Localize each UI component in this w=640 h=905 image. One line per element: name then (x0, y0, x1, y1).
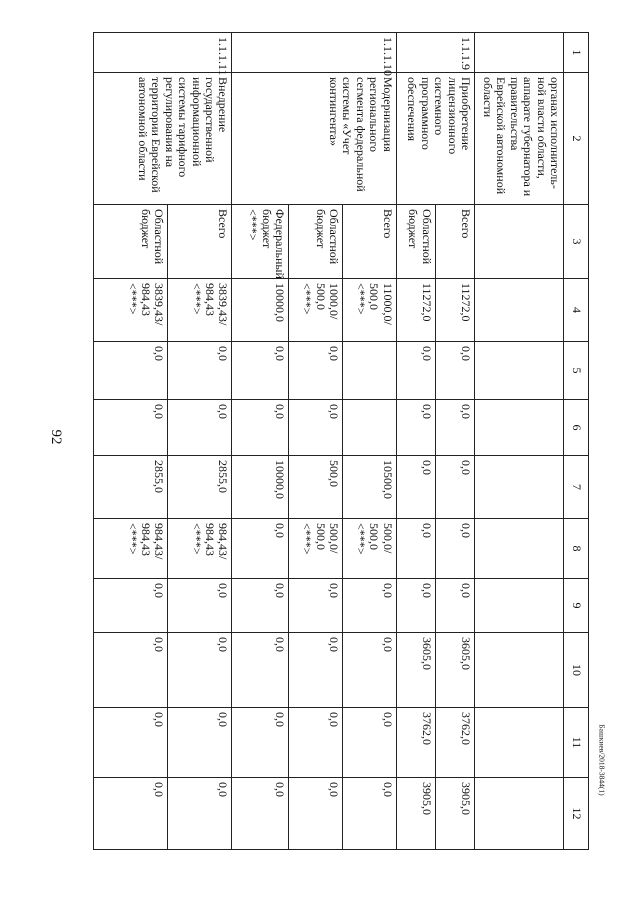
value-cell: 984,43/ 984,43 <***> (94, 518, 168, 578)
value-cell: 0,0 (168, 777, 232, 849)
source-cell: Областной бюджет (94, 204, 168, 278)
cell (475, 204, 564, 278)
header-cell: 3 (564, 204, 589, 278)
header-cell: 5 (564, 341, 589, 399)
page-number: 92 (48, 429, 64, 445)
value-cell: 3605,0 (396, 632, 435, 707)
header-cell: 1 (564, 32, 589, 72)
value-cell: 0,0 (94, 632, 168, 707)
table-row-continuation (475, 32, 564, 849)
value-cell: 0,0 (342, 632, 396, 707)
value-cell: 0,0 (289, 399, 343, 455)
value-cell: 0,0 (94, 341, 168, 399)
value-cell: 11000,0/ 500,0 <***> (342, 278, 396, 341)
value-cell: 3762,0 (435, 707, 474, 777)
header-cell: 4 (564, 278, 589, 341)
value-cell: 3839,43/ 984,43 <***> (168, 278, 232, 341)
value-cell: 500,0 (289, 455, 343, 518)
value-cell: 2855,0 (94, 455, 168, 518)
value-cell: 0,0 (232, 777, 289, 849)
cell (475, 578, 564, 632)
source-cell: Областной бюджет (396, 204, 435, 278)
value-cell (342, 399, 396, 455)
value-cell: 10000,0 (232, 278, 289, 341)
header-row (564, 32, 589, 849)
cell (475, 518, 564, 578)
header-cell: 7 (564, 455, 589, 518)
value-cell: 984,43/ 984,43 <***> (168, 518, 232, 578)
value-cell: 3605,0 (435, 632, 474, 707)
value-cell: 0,0 (396, 341, 435, 399)
value-cell: 0,0 (232, 632, 289, 707)
value-cell: 0,0 (396, 578, 435, 632)
value-cell: 0,0 (435, 341, 474, 399)
item-name: Внедрение государственной информационной системы тарифного регулирования на территории Еврейской автономной области (94, 72, 232, 204)
table-row (342, 32, 396, 849)
header-cell: 12 (564, 777, 589, 849)
value-cell: 0,0 (94, 707, 168, 777)
value-cell: 0,0 (435, 455, 474, 518)
header-cell: 9 (564, 578, 589, 632)
value-cell: 500,0/ 500,0 <***> (289, 518, 343, 578)
value-cell: 10500,0 (342, 455, 396, 518)
value-cell: 0,0 (94, 578, 168, 632)
value-cell: 0,0 (289, 707, 343, 777)
value-cell: 0,0 (289, 578, 343, 632)
cell (475, 399, 564, 455)
value-cell: 0,0 (168, 578, 232, 632)
value-cell: 0,0 (435, 399, 474, 455)
value-cell: 0,0 (342, 707, 396, 777)
source-cell: Всего (342, 204, 396, 278)
value-cell: 3839,43/ 984,43 <***> (94, 278, 168, 341)
budget-table (93, 32, 589, 850)
source-cell: Всего (168, 204, 232, 278)
item-name: Приобретение лицензионного системного программного обеспечения (396, 72, 475, 204)
table-row (168, 32, 232, 849)
value-cell: 0,0 (396, 518, 435, 578)
item-name: Модернизация регионального сегмента федеральной системы «Учет контингента» (232, 72, 396, 204)
cell (475, 278, 564, 341)
value-cell: 11272,0 (435, 278, 474, 341)
source-cell: Федеральный бюджет <***> (232, 204, 289, 278)
item-number: 1.1.1.11 (94, 32, 232, 72)
value-cell: 0,0 (94, 777, 168, 849)
value-cell: 0,0 (435, 518, 474, 578)
header-cell: 8 (564, 518, 589, 578)
item-number: 1.1.1.9 (396, 32, 475, 72)
value-cell: 0,0 (396, 455, 435, 518)
cont-name-cell: органах исполнитель-ной власти области, аппарате губернатора и правительства Еврейской автономной области (475, 72, 564, 204)
source-cell: Всего (435, 204, 474, 278)
value-cell: 3762,0 (396, 707, 435, 777)
value-cell: 0,0 (435, 578, 474, 632)
value-cell: 0,0 (342, 777, 396, 849)
value-cell: 0,0 (289, 777, 343, 849)
header-cell: 6 (564, 399, 589, 455)
value-cell: 3905,0 (435, 777, 474, 849)
value-cell: 1000,0/ 500,0 <***> (289, 278, 343, 341)
cell (475, 707, 564, 777)
value-cell: 3905,0 (396, 777, 435, 849)
value-cell: 11272,0 (396, 278, 435, 341)
table-row (435, 32, 474, 849)
value-cell: 0,0 (232, 578, 289, 632)
header-cell: 11 (564, 707, 589, 777)
value-cell: 0,0 (232, 518, 289, 578)
value-cell: 0,0 (289, 341, 343, 399)
footer-code: Башкиев/2018-3844(1) (597, 724, 607, 796)
value-cell: 0,0 (396, 399, 435, 455)
value-cell: 0,0 (168, 632, 232, 707)
value-cell: 0,0 (289, 632, 343, 707)
value-cell: 10000,0 (232, 455, 289, 518)
cell (475, 632, 564, 707)
value-cell: 0,0 (168, 399, 232, 455)
value-cell (342, 341, 396, 399)
value-cell: 0,0 (168, 707, 232, 777)
value-cell: 0,0 (168, 341, 232, 399)
cell (475, 341, 564, 399)
cell (475, 455, 564, 518)
cell (475, 777, 564, 849)
value-cell: 0,0 (232, 399, 289, 455)
header-cell: 10 (564, 632, 589, 707)
source-cell: Областной бюджет (289, 204, 343, 278)
value-cell: 500,0/ 500,0 <***> (342, 518, 396, 578)
value-cell: 0,0 (232, 341, 289, 399)
value-cell: 0,0 (94, 399, 168, 455)
header-cell: 2 (564, 72, 589, 204)
value-cell: 0,0 (232, 707, 289, 777)
item-number: 1.1.1.10 (232, 32, 396, 72)
table-rotation-wrapper (93, 32, 589, 849)
value-cell: 0,0 (342, 578, 396, 632)
value-cell: 2855,0 (168, 455, 232, 518)
cell (475, 32, 564, 72)
